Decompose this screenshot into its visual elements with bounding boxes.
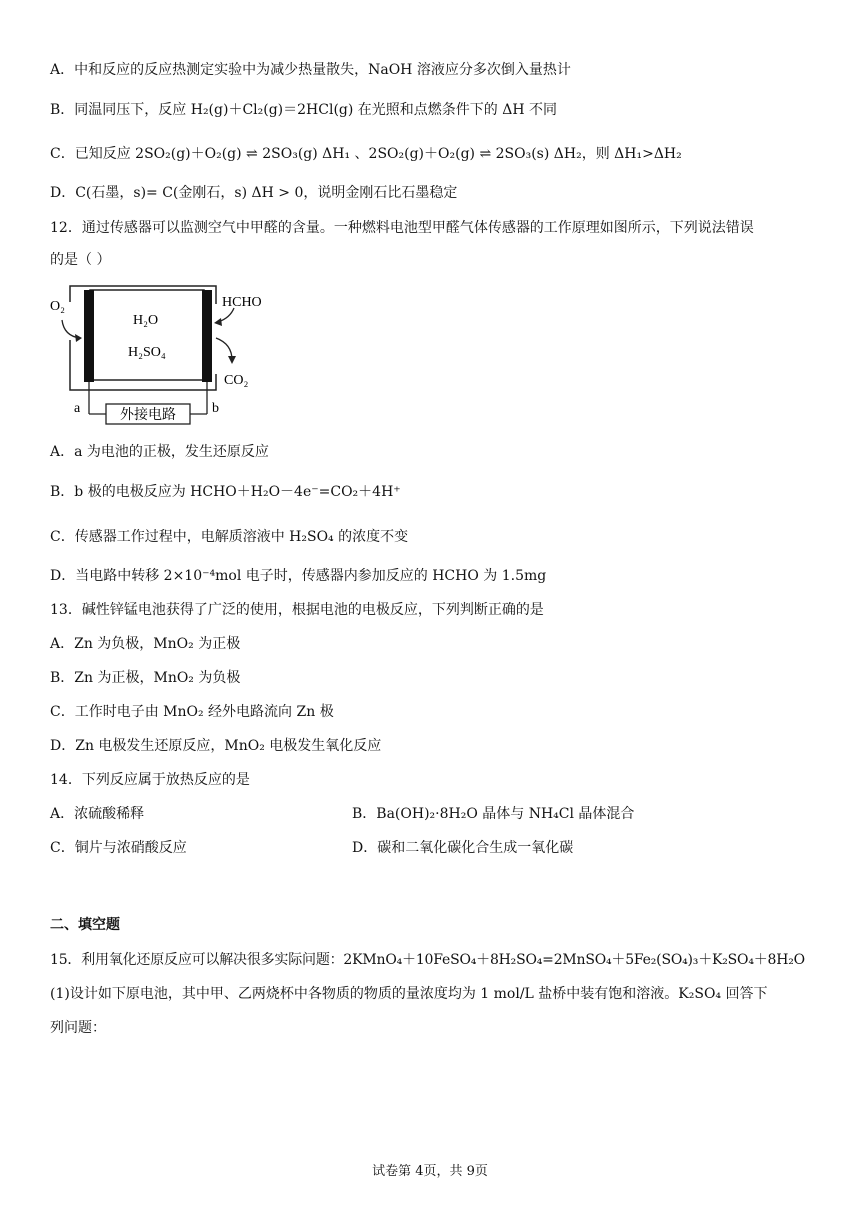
electrode-b bbox=[202, 290, 212, 382]
q15-subquestion-1-line1: (1)设计如下原电池，其中甲、乙两烧杯中各物质的物质的量浓度均为 1 mol/L 盐桥中装有饱和溶液。K₂SO₄ 回答下 bbox=[50, 986, 768, 1002]
q15-subquestion-1-line2: 列问题： bbox=[50, 1020, 106, 1036]
co2-label: CO₂ bbox=[224, 373, 249, 388]
hcho-label: HCHO bbox=[222, 295, 262, 310]
external-circuit-label: 外接电路 bbox=[120, 408, 176, 423]
h2o-label: H₂O bbox=[133, 313, 159, 328]
q14-stem: 14．下列反应属于放热反应的是 bbox=[50, 772, 250, 788]
o2-arrow bbox=[62, 320, 80, 338]
page-footer: 试卷第 4页，共 9页 bbox=[372, 1164, 488, 1179]
q12-option-c: C．传感器工作过程中，电解质溶液中 H₂SO₄ 的浓度不变 bbox=[50, 529, 409, 545]
q13-option-d: D．Zn 电极发生还原反应，MnO₂ 电极发生氧化反应 bbox=[50, 738, 382, 754]
q11-option-c: C．已知反应 2SO₂(g)＋O₂(g) ⇌ 2SO₃(g) ΔH₁ 、2SO₂(g)＋O₂(g) ⇌ 2SO₃(s) ΔH₂，则 ΔH₁>ΔH₂ bbox=[50, 146, 682, 162]
q13-stem: 13．碱性锌锰电池获得了广泛的使用，根据电池的电极反应，下列判断正确的是 bbox=[50, 602, 544, 618]
q11-option-b: B．同温同压下，反应 H₂(g)＋Cl₂(g)＝2HCl(g) 在光照和点燃条件下的 ΔH 不同 bbox=[50, 102, 557, 118]
electrode-b-label: b bbox=[212, 401, 219, 416]
h2so4-label: H₂SO₄ bbox=[128, 345, 166, 360]
q15-stem: 15．利用氧化还原反应可以解决很多实际问题：2KMnO₄＋10FeSO₄＋8H₂SO₄=2MnSO₄＋5Fe₂(SO₄)₃＋K₂SO₄＋8H₂O bbox=[50, 952, 805, 968]
q11-option-d: D．C(石墨，s)= C(金刚石，s) ΔH > 0，说明金刚石比石墨稳定 bbox=[50, 185, 458, 201]
q14-option-a: A．浓硫酸稀释 bbox=[50, 806, 145, 822]
q14-option-c: C．铜片与浓硝酸反应 bbox=[50, 840, 187, 856]
electrode-a-label: a bbox=[74, 401, 81, 416]
q13-option-b: B．Zn 为正极，MnO₂ 为负极 bbox=[50, 670, 241, 686]
fuel-cell-diagram bbox=[48, 278, 288, 428]
q13-option-a: A．Zn 为负极，MnO₂ 为正极 bbox=[50, 636, 241, 652]
section-heading: 二、填空题 bbox=[50, 917, 120, 933]
o2-label: O₂ bbox=[50, 299, 65, 314]
q12-option-a: A．a 为电池的正极，发生还原反应 bbox=[50, 444, 269, 460]
electrolyte-box bbox=[90, 290, 204, 380]
q12-stem-line1: 12．通过传感器可以监测空气中甲醛的含量。一种燃料电池型甲醛气体传感器的工作原理如图所示，下列说法错误 bbox=[50, 220, 754, 236]
q11-option-a: A．中和反应的反应热测定实验中为减少热量散失，NaOH 溶液应分多次倒入量热计 bbox=[50, 62, 571, 78]
q12-option-d: D．当电路中转移 2×10⁻⁴mol 电子时，传感器内参加反应的 HCHO 为 1.5mg bbox=[50, 568, 547, 584]
q13-option-c: C．工作时电子由 MnO₂ 经外电路流向 Zn 极 bbox=[50, 704, 334, 720]
electrode-a bbox=[84, 290, 94, 382]
q12-option-b: B．b 极的电极反应为 HCHO＋H₂O－4e⁻=CO₂＋4H⁺ bbox=[50, 484, 401, 500]
q14-option-d: D．碳和二氧化碳化合生成一氧化碳 bbox=[352, 840, 574, 856]
q14-option-b: B．Ba(OH)₂·8H₂O 晶体与 NH₄Cl 晶体混合 bbox=[352, 806, 635, 822]
q12-stem-line2: 的是（ ） bbox=[50, 252, 111, 268]
